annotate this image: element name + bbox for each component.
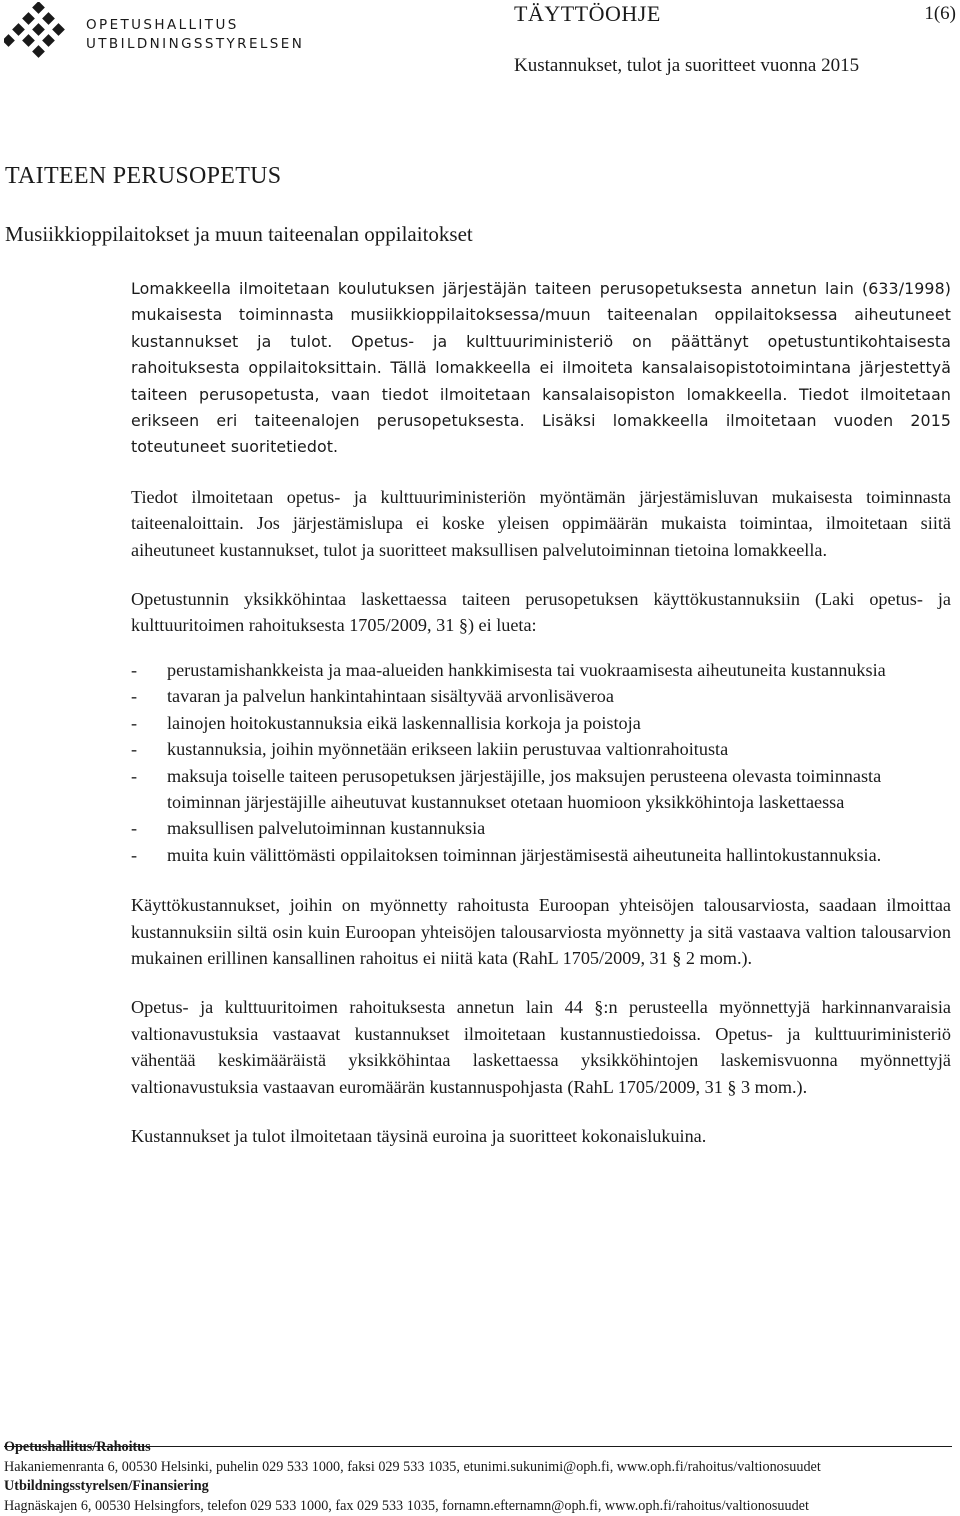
footer-divider [4,1446,952,1447]
page-number: 1(6) [924,3,956,25]
paragraph-2: Tiedot ilmoitetaan opetus- ja kulttuuriministeriön myöntämän järjestämisluvan mukaisesta toiminnasta taiteenaloittain. Jos järjestämislupa ei koske yleisen oppimäärän mukaista toimintaa, ilmoitetaan siitä aiheutuneet kustannukset, tulot ja suoritteet maksullisen palvelutoiminnan tietoina lomakkeella. [131,484,951,563]
section-subtitle: Musiikkioppilaitokset ja muun taiteenalan oppilaitokset [5,222,473,247]
list-item [131,657,951,683]
paragraph-1-part-b: Opetus- ja kulttuuriministeriö on päättänyt opetustuntikohtaisesta rahoituksesta oppilaitoksittain. Tällä lomakkeella ei ilmoiteta kansalaisopistotoimintana järjestettyä taiteen perusopetusta, vaan tiedot ilmoitetaan kansalaisopiston lomakkeella. Tiedot ilmoitetaan erikseen eri taiteenalojen perusopetuksesta. Lisäksi lomakkeella ilmoitetaan vuoden 2015 toteutuneet suoritetiedot. [131,332,951,457]
list-item [131,842,951,868]
list-item-text: maksuja toiselle taiteen perusopetuksen järjestäjille, jos maksujen perusteena olevasta toiminnasta toiminnan järjestäjille aiheutuvat kustannukset otetaan huomioon yksikköhintoja laskettaessa [167,766,881,812]
paragraph-1 [131,276,951,461]
document-type: TÄYTTÖOHJE [514,1,661,27]
oph-logo [4,2,284,62]
logo-text-sv: UTBILDNINGSSTYRELSEN [86,36,304,52]
list-dash: - [131,736,137,762]
paragraph-3: Opetustunnin yksikköhintaa laskettaessa taiteen perusopetuksen käyttökustannuksiin (Laki opetus- ja kulttuuritoimen rahoituksesta 1705/2009, 31 §) ei lueta: [131,586,951,639]
list-item-text: muita kuin välittömästi oppilaitoksen toiminnan järjestämisestä aiheutuneita hallintokustannuksia. [167,845,881,865]
list-item-text: kustannuksia, joihin myönnetään erikseen lakiin perustuvaa valtionrahoitusta [167,739,728,759]
list-dash: - [131,657,137,683]
list-item [131,683,951,709]
list-dash: - [131,710,137,736]
footer-org-sv: Utbildningsstyrelsen/Finansiering [4,1477,952,1497]
list-dash: - [131,763,137,789]
body-text [131,276,951,1172]
oph-logo-icon [4,2,72,62]
list-item-text: lainojen hoitokustannuksia eikä laskennallisia korkoja ja poistoja [167,713,641,733]
logo-text-fi: OPETUSHALLITUS [86,17,239,33]
list-item-text: perustamishankkeista ja maa-alueiden hankkimisesta tai vuokraamisesta aiheutuneita kustannuksia [167,660,886,680]
exclusions-list [131,657,951,868]
list-item [131,763,951,816]
list-item [131,736,951,762]
page-title: TAITEEN PERUSOPETUS [5,163,281,190]
list-item [131,710,951,736]
paragraph-4: Käyttökustannukset, joihin on myönnetty rahoitusta Euroopan yhteisöjen talousarviosta, saadaan ilmoittaa kustannuksiin siltä osin kuin Euroopan yhteisöjen talousarviosta myönnetty ja sitä vastaava valtion talousarvion mukainen erillinen kansallinen rahoitus ei niitä kata (RahL 1705/2009, 31 § 2 mom.). [131,892,951,971]
paragraph-6: Kustannukset ja tulot ilmoitetaan täysinä euroina ja suoritteet kokonaislukuina. [131,1123,951,1149]
list-dash: - [131,815,137,841]
footer-address-sv: Hagnäskajen 6, 00530 Helsingfors, telefon 029 533 1000, fax 029 533 1035, fornamn.efternamn@oph.fi, www.oph.fi/rahoitus/valtionosuudet [4,1497,952,1516]
list-dash: - [131,683,137,709]
footer-org-fi: Opetushallitus/Rahoitus [4,1438,952,1458]
page-footer [4,1438,952,1516]
list-item [131,815,951,841]
footer-address-fi: Hakaniemenranta 6, 00530 Helsinki, puhelin 029 533 1000, faksi 029 533 1035, etunimi.sukunimi@oph.fi, www.oph.fi/rahoitus/valtionosuudet [4,1458,952,1478]
paragraph-5: Opetus- ja kulttuuritoimen rahoituksesta annetun lain 44 §:n perusteella myönnettyjä harkinnanvaraisia valtionavustuksia vastaavat kustannukset ilmoitetaan kustannustiedoissa. Opetus- ja kulttuuriministeriö vähentää keskimääräistä yksikköhintaa laskettaessa yksikköhintojen laskemisvuonna myönnettyjä valtionavustuksia vastaavan euromäärän kustannuspohjasta (RahL 1705/2009, 31 § 3 mom.). [131,994,951,1100]
list-dash: - [131,842,137,868]
list-item-text: maksullisen palvelutoiminnan kustannuksia [167,818,485,838]
document-subtitle: Kustannukset, tulot ja suoritteet vuonna 2015 [514,55,859,77]
list-item-text: tavaran ja palvelun hankintahintaan sisältyvää arvonlisäveroa [167,686,614,706]
paragraph-1-part-a: Lomakkeella ilmoitetaan koulutuksen järjestäjän taiteen perusopetuksesta annetun lain (633/1998) mukaisesta toiminnasta musiikkioppilaitoksessa/muun taiteenalan oppilaitoksessa aiheutuneet kustannukset ja tulot. [131,279,951,351]
